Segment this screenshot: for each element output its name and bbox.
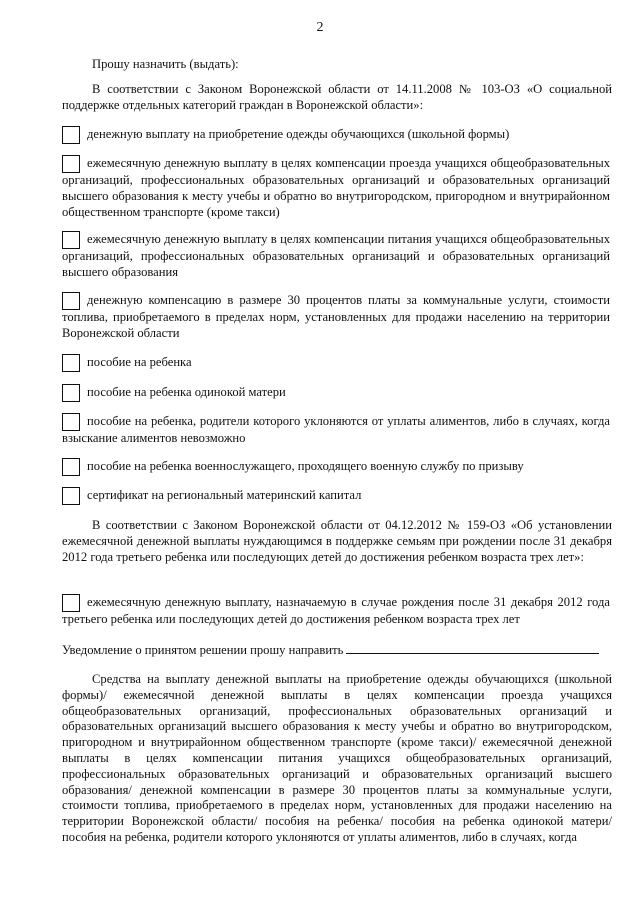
option-school-uniform [62,126,610,144]
option-meal-compensation [62,231,610,281]
option-alimony-allowance-checkbox[interactable] [62,413,80,431]
option-single-mother-allowance-label: пособие на ребенка одинокой матери [87,385,286,399]
option-single-mother-allowance-checkbox[interactable] [62,384,80,402]
option-travel-compensation-checkbox[interactable] [62,155,80,173]
option-alimony-allowance-label: пособие на ребенка, родители которого уклоняются от уплаты алиментов, либо в случаях, когда взыскание алиментов невозможно [62,414,610,445]
notification-row [62,641,617,659]
option-utilities-compensation-label: денежную компенсацию в размере 30 процентов платы за коммунальные услуги, стоимости топлива, приобретаемого в пределах норм, установленных для продажи населению на территории Воронежской области [62,293,610,340]
option-school-uniform-checkbox[interactable] [62,126,80,144]
option-travel-compensation [62,155,610,220]
option-school-uniform-label: денежную выплату на приобретение одежды обучающихся (школьной формы) [87,127,510,141]
option-travel-compensation-label: ежемесячную денежную выплату в целях компенсации проезда учащихся общеобразовательных организаций, профессиональных образовательных организаций и образовательных организаций высшего образования к месту учебы и обратно во внутригородском, пригородном и внутрирайонном общественном транспорте (кроме такси) [62,156,610,219]
option-child-allowance-checkbox[interactable] [62,354,80,372]
option-maternity-capital-label: сертификат на региональный материнский капитал [87,488,362,502]
option-single-mother-allowance [62,384,610,402]
page-number: 2 [316,20,324,35]
option-maternity-capital-checkbox[interactable] [62,487,80,505]
option-third-child-payment-label: ежемесячную денежную выплату, назначаемую в случае рождения после 31 декабря 2012 года третьего ребенка или последующих детей до достижения ребенком возраста трех лет [62,595,610,626]
law-intro-103-oz: В соответствии с Законом Воронежской области от 14.11.2008 № 103-ОЗ «О социальной поддержке отдельных категорий граждан в Воронежской области»: [62,82,612,112]
option-child-allowance [62,354,610,372]
option-third-child-payment [62,594,610,628]
option-conscript-allowance [62,458,610,476]
request-heading: Прошу назначить (выдать): [92,57,239,71]
option-conscript-allowance-label: пособие на ребенка военнослужащего, проходящего военную службу по призыву [87,459,524,473]
option-conscript-allowance-checkbox[interactable] [62,458,80,476]
option-utilities-compensation [62,292,610,342]
option-meal-compensation-checkbox[interactable] [62,231,80,249]
law-intro-159-oz: В соответствии с Законом Воронежской области от 04.12.2012 № 159-ОЗ «Об установлении ежемесячной денежной выплаты нуждающимся в поддержке семьям при рождении после 31 декабря 2012 года третьего ребенка или последующих детей до достижения ребенком возраста трех лет»: [62,518,612,564]
option-maternity-capital [62,487,610,505]
notification-label: Уведомление о принятом решении прошу направить [62,643,344,657]
option-meal-compensation-label: ежемесячную денежную выплату в целях компенсации питания учащихся общеобразовательных организаций, профессиональных образовательных организаций и образовательных организаций высшего образования [62,232,610,279]
funds-paragraph: Средства на выплату денежной выплаты на приобретение одежды обучающихся (школьной формы)/ ежемесячной денежной выплаты в целях компенсации проезда учащихся общеобразовательных организаций, профессиональных образовательных организаций и образовательных организаций высшего образования к месту учебы и обратно во внутригородском, пригородном и внутрирайонном общественном транспорте (кроме такси)/ ежемесячной денежной выплаты в целях компенсации питания учащихся общеобразовательных организаций, профессиональных образовательных организаций и образовательных организаций высшего образования/ денежной компенсации в размере 30 процентов платы за коммунальные услуги, стоимости топлива, приобретаемого в пределах норм, установленных для продажи населению на территории Воронежской области/ пособия на ребенка/ пособия на ребенка одинокой матери/ пособия на ребенка, родители которого уклоняются от уплаты алиментов, либо в случаях, когда [62,672,612,844]
option-utilities-compensation-checkbox[interactable] [62,292,80,310]
option-alimony-allowance [62,413,610,447]
option-third-child-payment-checkbox[interactable] [62,594,80,612]
option-child-allowance-label: пособие на ребенка [87,355,192,369]
notification-address-field[interactable] [346,641,599,654]
